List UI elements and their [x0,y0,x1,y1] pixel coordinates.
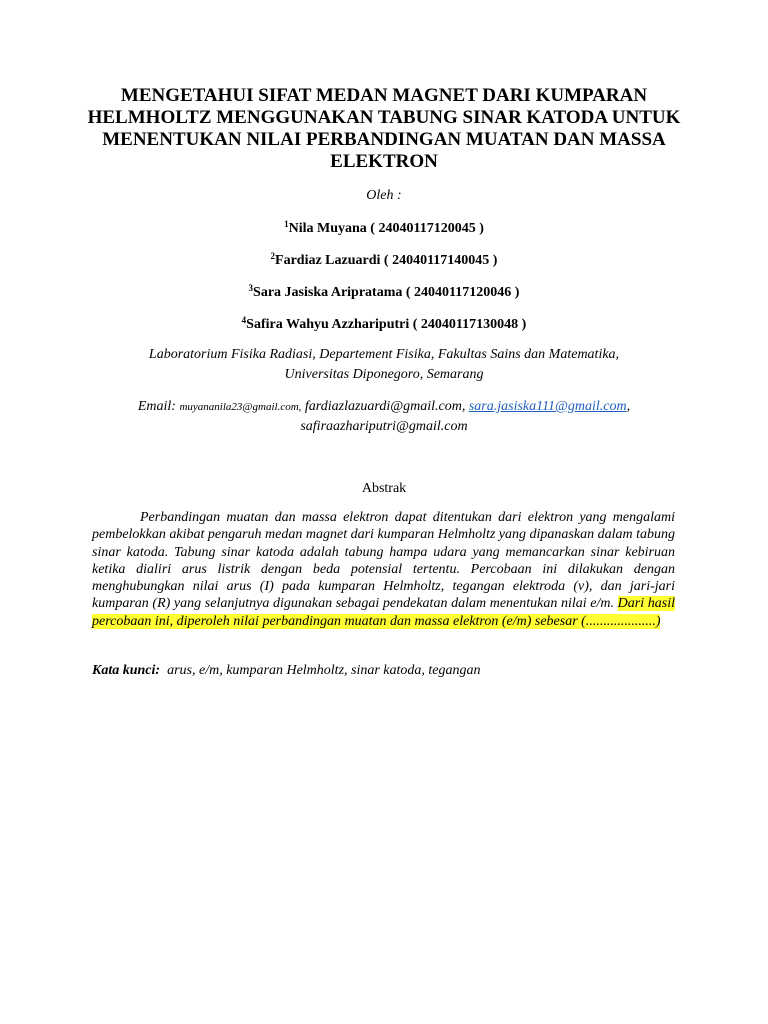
abstract-body [92,509,675,630]
author-number: 2 [270,251,276,261]
email-label: Email: [137,399,176,414]
author-4 [40,315,728,335]
author-name: Safira Wahyu Azzhariputri ( 24040117130048 ) [246,317,527,332]
author-name: Sara Jasiska Aripratama ( 24040117120046 ) [253,285,520,300]
author-number: 3 [248,283,254,293]
email-address: safiraazhariputri@gmail.com [300,419,468,434]
author-name: Nila Muyana ( 24040117120045 ) [288,221,484,236]
abstract-text: Perbandingan muatan dan massa elektron dapat ditentukan dari elektron yang mengalami pembelokkan akibat pengaruh medan magnet dari kumparan Helmholtz yang dipanaskan dalam tabung sinar katoda. Tabung sinar katoda adalah tabung hampa udara yang memancarkan sinar kebiruan ketika dialiri arus listrik dengan beda potensial tertentu. Percobaan ini dilakukan dengan menghubungkan nilai arus (I) pada kumparan Helmholtz, tegangan elektroda (v), dan jari-jari kumparan (R) yang selanjutnya digunakan sebagai pendekatan dalam menentukan nilai e/m. [92,510,675,612]
author-name: Fardiaz Lazuardi ( 24040117140045 ) [275,253,498,268]
abstract-heading: Abstrak [361,481,407,496]
highlighted-text: Dari hasil percobaan ini, diperoleh nilai perbandingan muatan dan massa elektron (e/m) sebesar (....................) [92,596,675,629]
author-1 [40,219,728,239]
author-3 [40,283,728,303]
affiliation [40,345,728,385]
author-number: 1 [284,219,289,229]
paper-title: MENGETAHUI SIFAT MEDAN MAGNET DARI KUMPARAN HELMHOLTZ MENGGUNAKAN TABUNG SINAR KATODA UNTUK MENENTUKAN NILAI PERBANDINGAN MUATAN DAN MASSA ELEKTRON [87,85,681,172]
affiliation-line-2: Universitas Diponegoro, Semarang [284,367,484,382]
affiliation-line-1: Laboratorium Fisika Radiasi, Departement Fisika, Fakultas Sains dan Matematika, [148,347,620,362]
email-line-2 [40,417,728,437]
email-address: fardiazlazuardi@gmail.com, [304,399,466,414]
email-address: muyananila23@gmail.com, [179,401,302,413]
byline: Oleh : [366,188,402,203]
keywords-text: arus, e/m, kumparan Helmholtz, sinar katoda, tegangan [167,663,481,678]
author-number: 4 [241,315,247,325]
email-separator: , [626,399,631,414]
email-block [40,397,728,437]
keywords [92,662,675,680]
email-link[interactable]: sara.jasiska111@gmail.com [468,399,627,414]
author-2 [40,251,728,271]
email-line-1 [40,397,728,417]
keywords-label: Kata kunci: [92,663,161,678]
